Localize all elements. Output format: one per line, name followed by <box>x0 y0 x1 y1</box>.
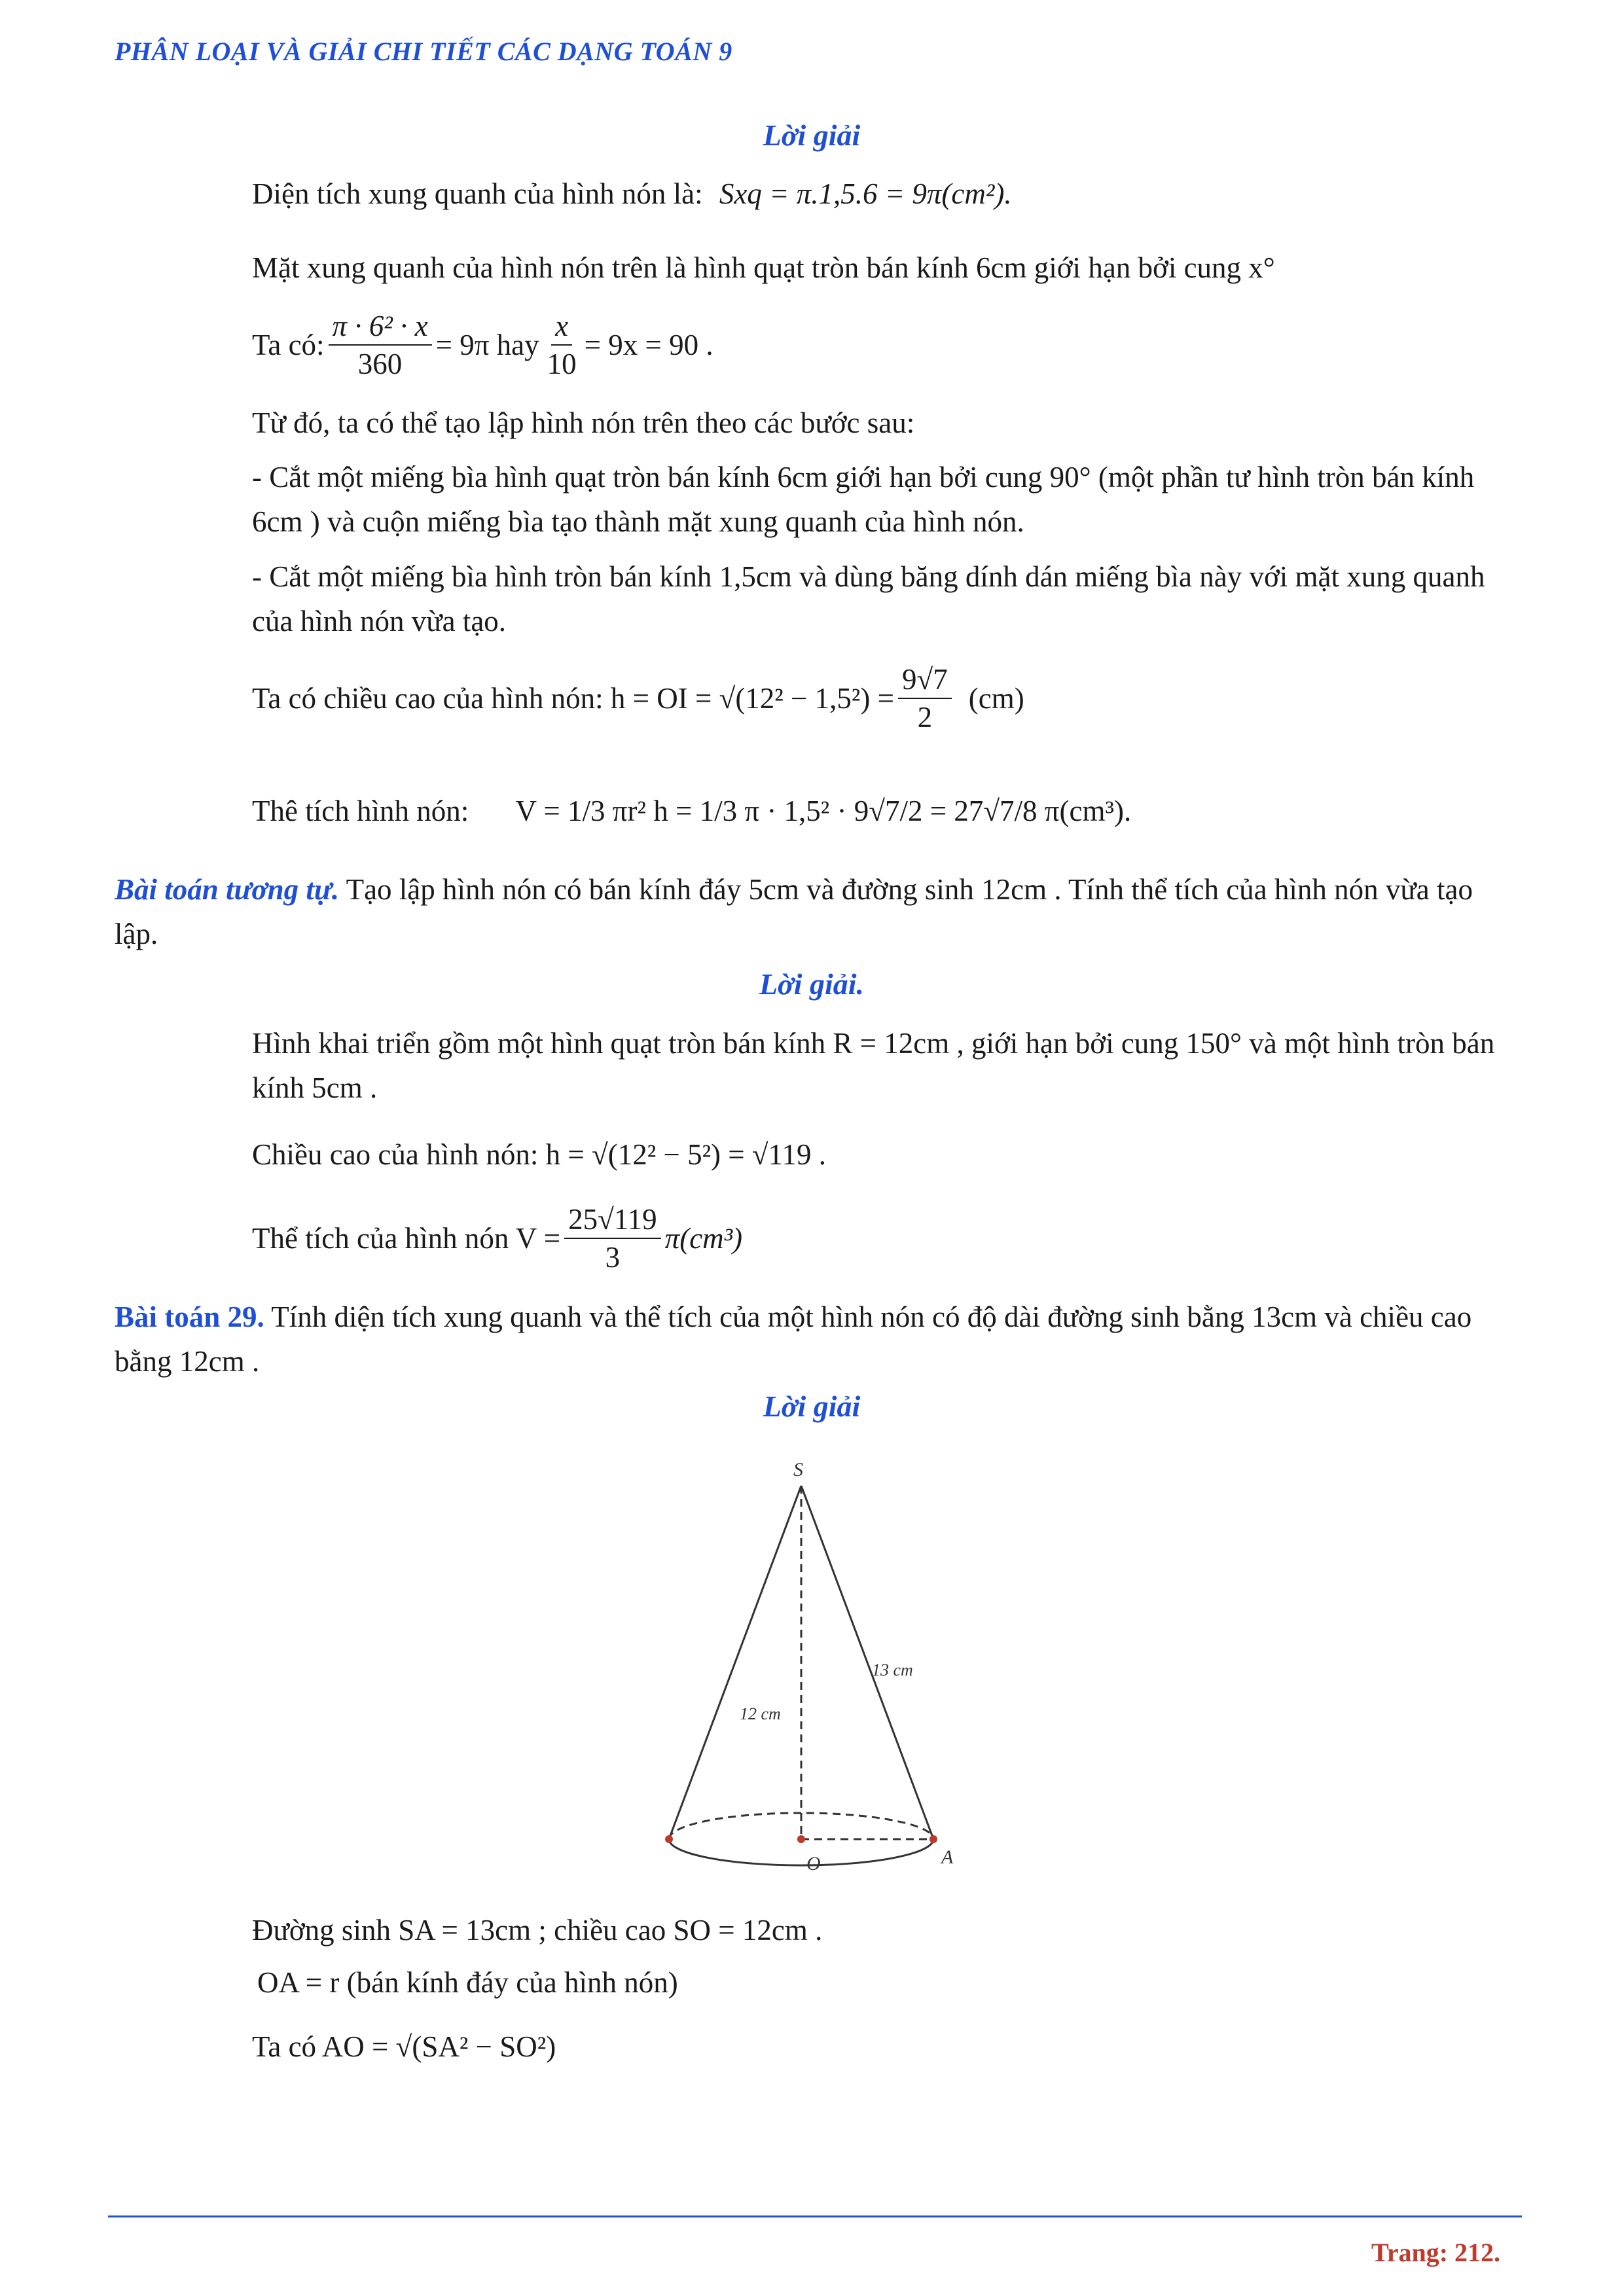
point-o <box>797 1835 805 1843</box>
similar-problem: Bài toán tương tự. Tạo lập hình nón có bán kính đáy 5cm và đường sinh 12cm . Tính thể tích của hình nón vừa tạo lập. <box>115 873 1473 950</box>
lateral-surface-line: Mặt xung quanh của hình nón trên là hình quạt tròn bán kính 6cm giới hạn bởi cung x° <box>252 251 1275 284</box>
volume-line: Thê tích hình nón: V = 1/3 πr² h = 1/3 π · 1,5² · 9√7/2 = 27√7/8 π(cm³). <box>252 795 1132 827</box>
step-2: - Cắt một miếng bìa hình tròn bán kính 1,5cm và dùng băng dính dán miếng bìa này với mặt xung quanh của hình nón vừa tạo. <box>252 560 1485 637</box>
footer-divider <box>108 2215 1522 2217</box>
label-s: S <box>793 1459 803 1480</box>
height-line: Ta có chiều cao của hình nón: h = OI = √(12² − 1,5²) = $\frac{9√7}{2}$ (cm) <box>252 661 1024 736</box>
similar-height-line: Chiều cao của hình nón: h = √(12² − 5²) = √119 . <box>252 1138 826 1171</box>
page-header: PHÂN LOẠI VÀ GIẢI CHI TIẾT CÁC DẠNG TOÁN 9 <box>115 37 732 66</box>
point-a <box>929 1835 937 1843</box>
radius-line: OA = r (bán kính đáy của hình nón) <box>257 1966 678 1999</box>
step-1: - Cắt một miếng bìa hình quạt tròn bán kính 6cm giới hạn bởi cung 90° (một phần tư hình tròn bán kính 6cm ) và cuộn miếng bìa tạo thành mặt xung quanh của hình nón. <box>252 461 1475 538</box>
label-slant: 13 cm <box>872 1660 913 1679</box>
solution-title-2: Lời giải. <box>759 967 865 1001</box>
equation-line: Ta có: $\frac{\text{π · 6² · x}}{360}$ = 9π hay $\frac{x}{10}$ = 9x = 90 . <box>252 308 713 382</box>
solution-title-3: Lời giải <box>763 1390 861 1423</box>
similar-volume-line: Thể tích của hình nón V = $\frac{25√119}{3}$ π(cm³) <box>252 1201 742 1276</box>
cone-slant-right <box>801 1486 933 1839</box>
page-number: Trang: 212. <box>1371 2238 1501 2267</box>
cone-figure <box>641 1450 982 1882</box>
label-height: 12 cm <box>740 1704 781 1723</box>
point-left <box>665 1835 673 1843</box>
unfold-line: Hình khai triển gồm một hình quạt tròn bán kính R = 12cm , giới hạn bởi cung 150° và một hình tròn bán kính 5cm . <box>252 1027 1495 1104</box>
label-a: A <box>941 1846 954 1868</box>
ao-line: Ta có AO = √(SA² − SO²) <box>252 2030 556 2063</box>
cone-slant-left <box>669 1486 801 1839</box>
problem-29: Bài toán 29. Tính diện tích xung quanh và thể tích của một hình nón có độ dài đường sinh bằng 13cm và chiều cao bằng 12cm . <box>115 1300 1472 1378</box>
steps-intro: Từ đó, ta có thể tạo lập hình nón trên theo các bước sau: <box>252 406 915 439</box>
label-o: O <box>806 1853 821 1874</box>
solution-title-1: Lời giải <box>763 118 861 152</box>
lateral-area-line: Diện tích xung quanh của hình nón là: Sxq = π.1,5.6 = 9π(cm²). <box>252 177 1012 210</box>
slant-height-line: Đường sinh SA = 13cm ; chiều cao SO = 12cm . <box>252 1914 823 1946</box>
